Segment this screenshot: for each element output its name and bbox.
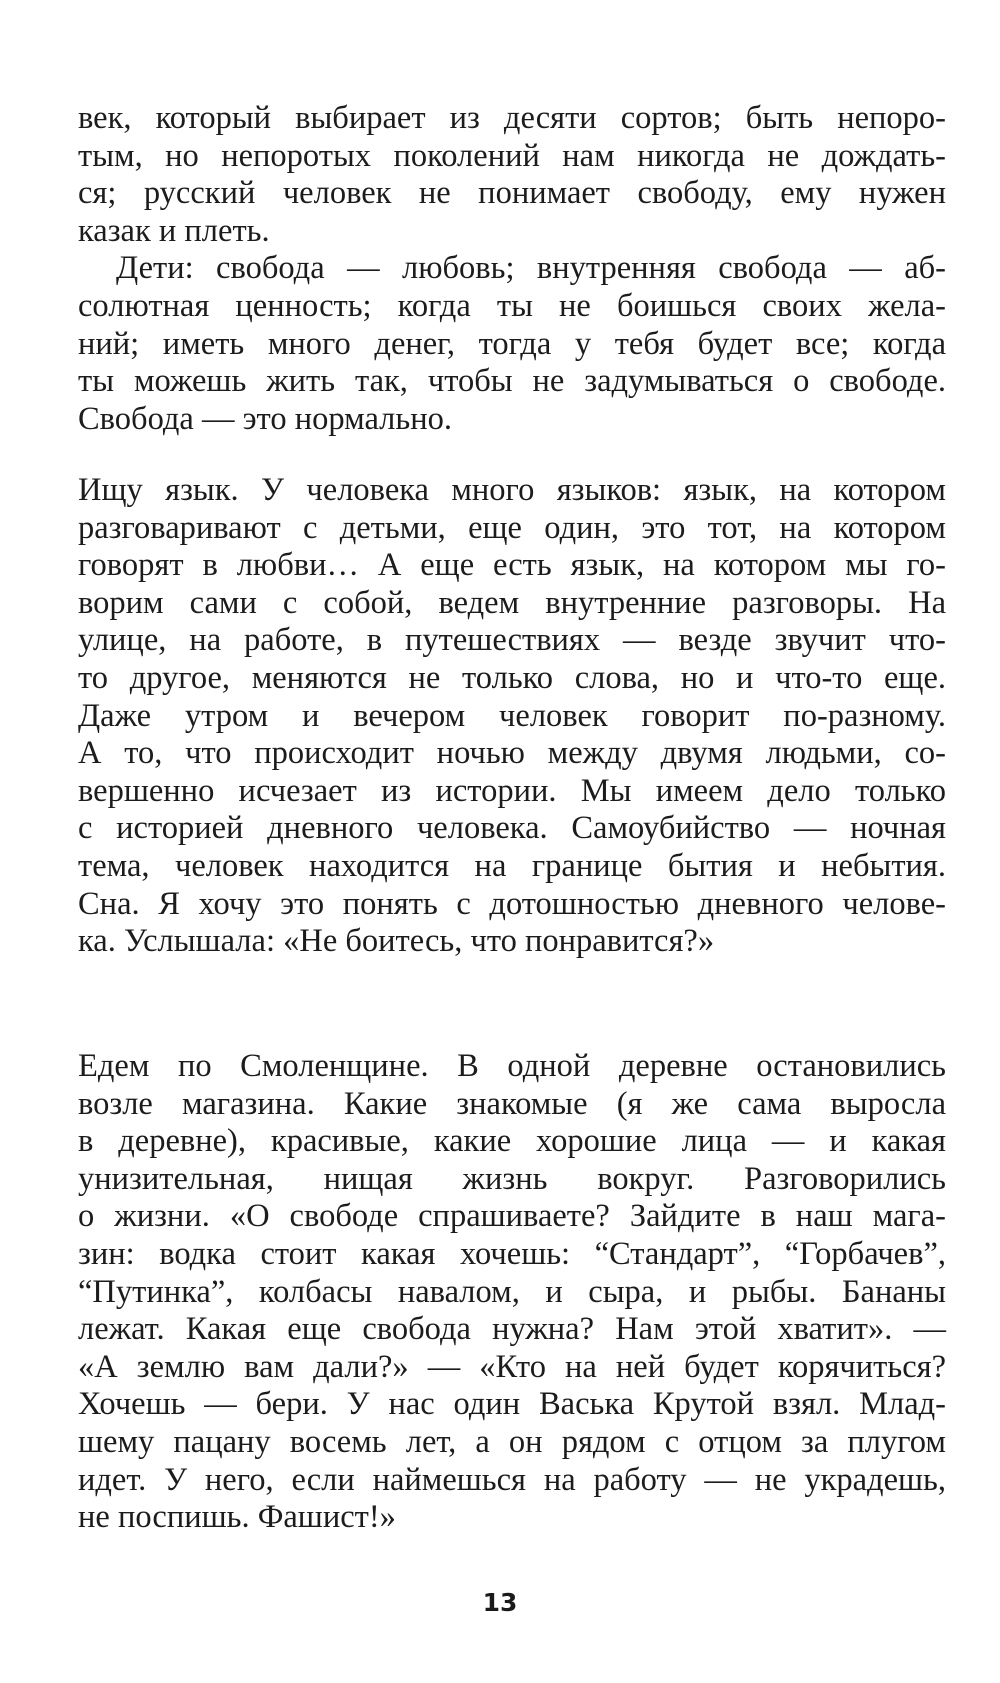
text-line: улице, на работе, в путешествиях — везде звучит что- xyxy=(78,622,946,659)
paragraph-block-2 xyxy=(78,472,946,961)
text-line: ка. Услышала: «Не боитесь, что понравится?» xyxy=(78,923,715,960)
text-line: казак и плеть. xyxy=(78,212,270,249)
text-line: ворим сами с собой, ведем внутренние разговоры. На xyxy=(78,584,946,621)
text-line: лежат. Какая еще свобода нужна? Нам этой хватит». — xyxy=(78,1311,946,1348)
paragraph-block-1 xyxy=(78,100,946,438)
text-line: Сна. Я хочу это понять с дотошностью дневного челове- xyxy=(78,885,946,922)
text-line: “Путинка”, колбасы навалом, и сыра, и рыбы. Бананы xyxy=(78,1273,946,1310)
text-line: век, который выбирает из десяти сортов; быть непоро- xyxy=(78,100,946,136)
text-line: говорят в любви… А еще есть язык, на котором мы го- xyxy=(78,547,946,584)
text-line: разговаривают с детьми, еще один, это тот, на котором xyxy=(78,509,946,546)
text-line: «А землю вам дали?» — «Кто на ней будет корячиться? xyxy=(78,1348,946,1385)
text-line: унизительная, нищая жизнь вокруг. Разговорились xyxy=(78,1160,946,1197)
text-line: зин: водка стоит какая хочешь: “Стандарт”, “Горбачев”, xyxy=(78,1235,946,1272)
text-line: Даже утром и вечером человек говорит по-разному. xyxy=(78,697,946,734)
text-line: возле магазина. Какие знакомые (я же сама выросла xyxy=(78,1085,946,1122)
text-line: шему пацану восемь лет, а он рядом с отцом за плугом xyxy=(78,1423,946,1460)
text-line: тым, но непоротых поколений нам никогда не дождать- xyxy=(78,137,946,174)
text-line: не поспишь. Фашист!» xyxy=(78,1499,396,1536)
text-line: Ищу язык. У человека много языков: язык, на котором xyxy=(78,472,946,508)
text-line: солютная ценность; когда ты не боишься своих жела- xyxy=(78,287,946,324)
text-line: идет. У него, если наймешься на работу — не украдешь, xyxy=(78,1461,946,1498)
text-line: А то, что происходит ночью между двумя людьми, со- xyxy=(78,735,946,772)
text-line: ся; русский человек не понимает свободу, ему нужен xyxy=(78,175,946,212)
text-line: с историей дневного человека. Самоубийство — ночная xyxy=(78,810,946,847)
text-line: тема, человек находится на границе бытия и небытия. xyxy=(78,847,946,884)
page-number: 13 xyxy=(482,1588,518,1617)
text-line: то другое, меняются не только слова, но и что-то еще. xyxy=(78,659,946,696)
text-line: ты можешь жить так, чтобы не задумываться о свободе. xyxy=(78,363,946,400)
text-line: о жизни. «О свободе спрашиваете? Зайдите в наш мага- xyxy=(78,1198,946,1235)
text-line: вершенно исчезает из истории. Мы имеем дело только xyxy=(78,772,946,809)
text-line: Хочешь — бери. У нас один Васька Крутой взял. Млад- xyxy=(78,1386,946,1423)
text-line: Едем по Смоленщине. В одной деревне остановились xyxy=(78,1048,946,1084)
text-line: ний; иметь много денег, тогда у тебя будет все; когда xyxy=(78,325,946,362)
paragraph-block-3 xyxy=(78,1048,946,1537)
text-line: Свобода — это нормально. xyxy=(78,400,452,437)
text-line: в деревне), красивые, какие хорошие лица — и какая xyxy=(78,1123,946,1160)
text-line: Дети: свобода — любовь; внутренняя свобода — аб- xyxy=(116,250,946,287)
